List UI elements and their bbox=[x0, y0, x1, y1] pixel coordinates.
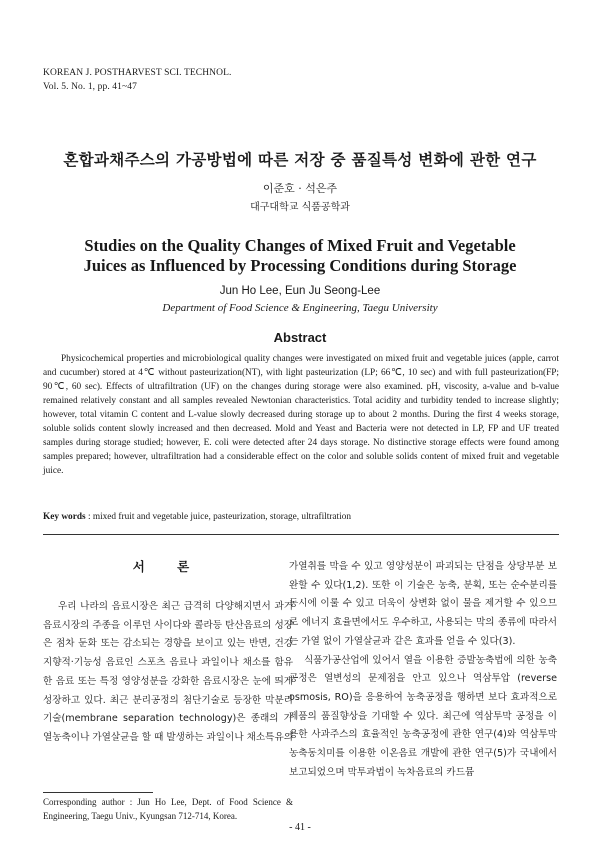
keywords bbox=[43, 510, 351, 524]
section-heading: 서 론 bbox=[132, 559, 204, 574]
footnote-divider bbox=[43, 792, 153, 793]
korean-affiliation: 대구대학교 식품공학과 bbox=[250, 202, 350, 213]
korean-title: 혼합과채주스의 가공방법에 따른 저장 중 품질특성 변화에 관한 연구 bbox=[63, 151, 537, 169]
page-number: - 41 - bbox=[289, 822, 311, 833]
abstract-text: Physicochemical properties and microbiological quality changes were investigated on mixed fruit and vegetable juices (apple, carrot and cucumber) stored at 4℃ without pasteurization(NT), with light pasteurization (LP; 66℃, 10 sec) and with full pasteurization(FP; 90℃, 60 sec). Effects of ultrafiltration (UF) on the changes during storage were also examined. pH, viscosity, a-value and b-value remained relatively constant and all samples revealed Newtonian characteristics. Total acidity and turbidity tended to increase slightly; however, total vitamin C content and L-value slowly decreased during storage up to about 2 months. During the first 4 weeks storage, soluble solids content slowly increased and then decreased. Mold and Yeast and Bacteria were not detected in LP, FP and UF treated samples during storage studied; however, E. coli were detected after 24 days storage. No distinctive storage effects were found among samples prepared; however, ultrafiltration had a considerable effect on the color and soluble solids content of mixed fruit and vegetable juice. bbox=[43, 354, 559, 476]
journal-header bbox=[43, 66, 231, 94]
intro-paragraph-1-continued: 가열취를 막을 수 있고 영양성분이 파괴되는 단점을 상당부분 보완할 수 있다(1,2). 또한 이 기술은 농축, 분획, 또는 순수분리를 동시에 이룰 수 있고 더욱이 상변화 없이 물을 제거할 수 있으므로 에너지 효율면에서도 우수하고, 사용되는 막의 종류에 따라서는 가열 없이 가열살균과 같은 효과를 얻을 수 있다(3). bbox=[289, 561, 557, 647]
right-column bbox=[289, 558, 557, 782]
left-column bbox=[43, 558, 293, 748]
keywords-text: : mixed fruit and vegetable juice, pasteurization, storage, ultrafiltration bbox=[87, 512, 351, 522]
english-title-line-1: Studies on the Quality Changes of Mixed Fruit and Vegetable bbox=[84, 236, 516, 255]
section-divider bbox=[43, 534, 559, 535]
english-authors: Jun Ho Lee, Eun Ju Seong-Lee bbox=[219, 285, 381, 297]
journal-issue: Vol. 5. No. 1, pp. 41~47 bbox=[43, 82, 137, 92]
english-title bbox=[0, 236, 600, 276]
english-title-line-2: Juices as Influenced by Processing Conditions during Storage bbox=[83, 256, 517, 275]
abstract-heading: Abstract bbox=[273, 330, 327, 345]
intro-paragraph-1: 우리 나라의 음료시장은 최근 급격히 다양해지면서 과거 음료시장의 주종을 이루던 사이다와 콜라등 탄산음료의 성장은 점차 둔화 또는 감소되는 경향을 보이고 있는 반면, 건강 지향적·기능성 음료인 스포츠 음료나 과일이나 채소를 함유한 음료 또는 특정 영양성분을 강화한 음료시장은 눈에 띄게 성장하고 있다. 최근 분리공정의 첨단기술로 등장한 막분리기술(membrane separation technology)은 종래의 가열농축이나 가열살균을 할 때 발생하는 과일이나 채소특유의 bbox=[43, 601, 293, 743]
keywords-label: Key words bbox=[43, 512, 86, 522]
korean-authors: 이준호 · 석은주 bbox=[262, 182, 338, 195]
intro-paragraph-2: 식품가공산업에 있어서 열을 이용한 증발농축법에 의한 농축공정은 열변성의 문제점을 안고 있으나 역삼투압 (reverse osmosis, RO)을 응용하여 농축공정을 행하면 보다 효과적으로 제품의 품질향상을 기대할 수 있다. 최근에 역삼투막 공정을 이용한 사과주스의 효율적인 농축공정에 관한 연구(4)와 역삼투막 농축동치미를 이용한 이온음료 개발에 관한 연구(5)가 국내에서 보고되었으며 막투과법이 녹차음료의 카드뮴 bbox=[289, 654, 557, 778]
journal-name: KOREAN J. POSTHARVEST SCI. TECHNOL. bbox=[43, 68, 232, 78]
corresponding-author-footnote: Corresponding author : Jun Ho Lee, Dept. of Food Science & Engineering, Taegu Univ., Kyungsan 712-714, Korea. bbox=[43, 797, 293, 821]
english-affiliation: Department of Food Science & Engineering, Taegu University bbox=[162, 302, 438, 314]
